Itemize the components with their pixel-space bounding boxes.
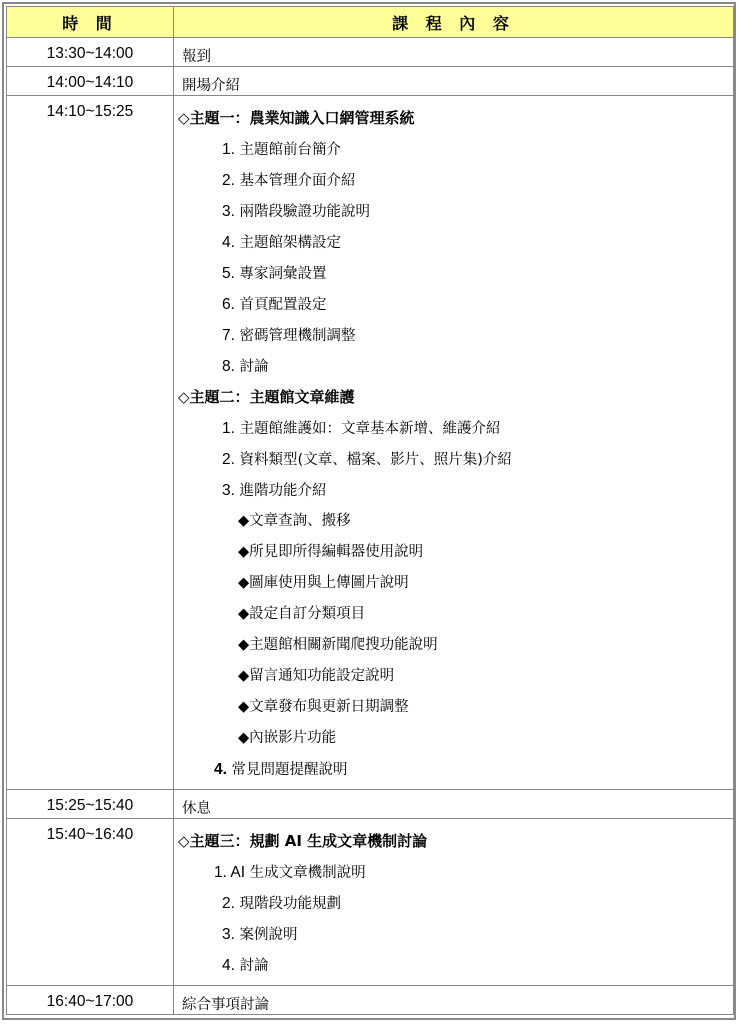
header-time: 時 間 <box>7 7 174 38</box>
content-cell: 報到 <box>174 38 734 67</box>
sub-list-item: ◆設定自訂分類項目 <box>238 606 366 622</box>
topic-title: ◇主題二：主題館文章維護 <box>178 388 355 406</box>
time-cell: 14:10~15:25 <box>7 96 174 790</box>
sub-list-item: ◆文章查詢、搬移 <box>238 513 351 529</box>
content-cell <box>174 96 734 790</box>
table-row <box>7 96 734 790</box>
list-item: 5. 專家詞彙設置 <box>222 265 327 282</box>
sub-list-item: ◆主題館相關新聞爬搜功能說明 <box>238 637 438 653</box>
sub-list-item: ◆留言通知功能設定說明 <box>238 668 395 684</box>
time-cell: 15:25~15:40 <box>7 790 174 819</box>
list-item: 3. 兩階段驗證功能說明 <box>222 203 371 220</box>
sub-list-item: ◆圖庫使用與上傳圖片說明 <box>238 575 409 591</box>
list-item: 1. 主題館前台簡介 <box>222 141 342 158</box>
list-item: 4. 主題館架構設定 <box>222 234 342 251</box>
time-cell: 13:30~14:00 <box>7 38 174 67</box>
content-cell: 休息 <box>174 790 734 819</box>
list-item: 6. 首頁配置設定 <box>222 296 327 313</box>
content-cell <box>174 819 734 986</box>
list-item: 1. 主題館維護如：文章基本新增、維護介紹 <box>222 420 501 437</box>
header-row <box>7 7 734 38</box>
table-row <box>7 38 734 67</box>
sub-list-item: ◆所見即所得編輯器使用說明 <box>238 544 424 560</box>
list-item: 1. AI 生成文章機制說明 <box>214 864 366 881</box>
sub-list-item: ◆內嵌影片功能 <box>238 730 337 746</box>
table-row <box>7 67 734 96</box>
list-item: 2. 資料類型(文章、檔案、影片、照片集)介紹 <box>222 451 512 468</box>
time-cell: 15:40~16:40 <box>7 819 174 986</box>
list-item: 2. 現階段功能規劃 <box>222 895 342 912</box>
topic-title: ◇主題三：規劃 AI 生成文章機制討論 <box>178 832 428 850</box>
list-item: 7. 密碼管理機制調整 <box>222 327 356 344</box>
content-cell: 綜合事項討論 <box>174 986 734 1015</box>
time-cell: 14:00~14:10 <box>7 67 174 96</box>
topic-title: ◇主題一：農業知識入口網管理系統 <box>178 109 415 127</box>
table-row <box>7 986 734 1015</box>
table-row <box>7 819 734 986</box>
list-item: 4. 討論 <box>222 957 269 974</box>
time-cell: 16:40~17:00 <box>7 986 174 1015</box>
content-cell: 開場介紹 <box>174 67 734 96</box>
header-content: 課 程 內 容 <box>174 7 734 38</box>
list-item: 3. 進階功能介紹 <box>222 482 327 499</box>
sub-list-item: ◆文章發布與更新日期調整 <box>238 699 409 715</box>
list-item: 2. 基本管理介面介紹 <box>222 172 356 189</box>
list-item: 8. 討論 <box>222 358 269 375</box>
schedule-table <box>6 6 734 1015</box>
list-item: 3. 案例說明 <box>222 926 298 943</box>
list-item: 4. 常見問題提醒說明 <box>214 761 348 778</box>
table-row <box>7 790 734 819</box>
